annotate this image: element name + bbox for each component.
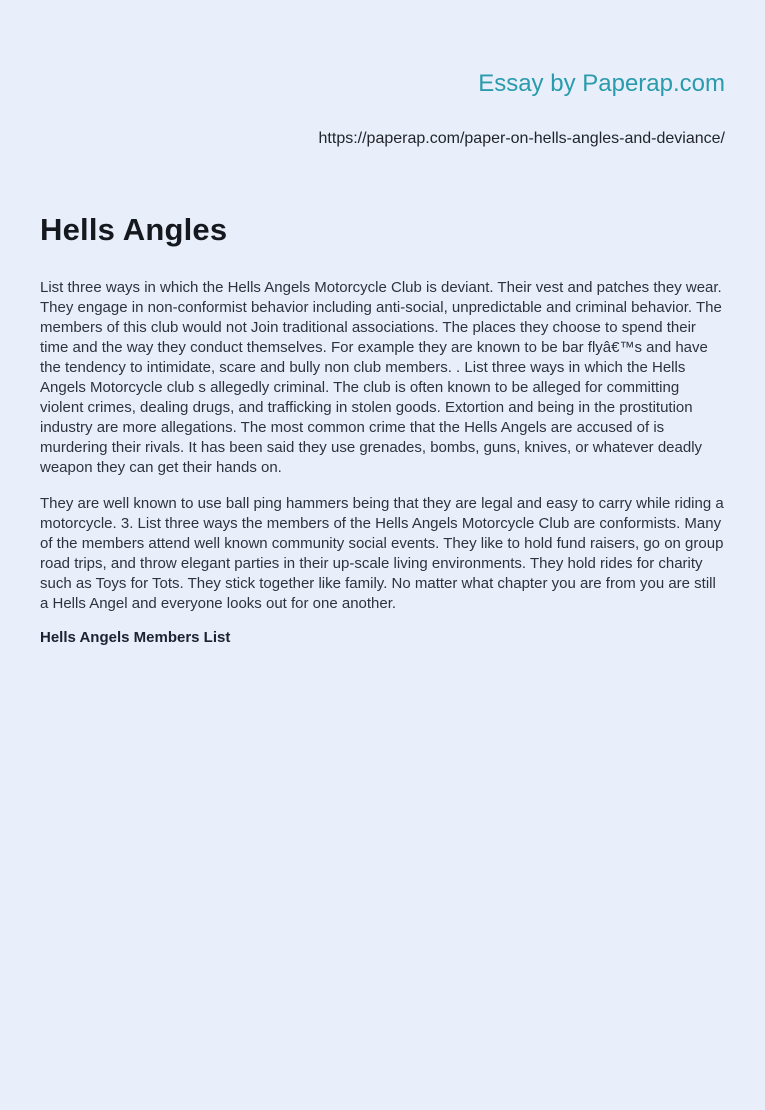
essay-paragraph-conformists: They are well known to use ball ping hammers being that they are legal and easy to carry while riding a motorcycle. 3. List three ways the members of the Hells Angels Motorcycle Club are conformists. Many of the members attend well known community social events. They like to hold fund raisers, go on group road trips, and throw elegant parties in their up-scale living environments. They hold rides for charity such as Toys for Tots. They stick together like family. No matter what chapter you are from you are still a Hells Angel and everyone looks out for one another. (40, 495, 724, 612)
members-list-heading: Hells Angels Members List (40, 629, 231, 646)
essay-paragraph-deviance: List three ways in which the Hells Angels Motorcycle Club is deviant. Their vest and patches they wear. They engage in non-conformist behavior including anti-social, unpredictable and criminal behavior. The members of this club would not Join traditional associations. The places they choose to spend their time and the way they conduct themselves. For example they are known to be bar flyâ€™s and have the tendency to intimidate, scare and bully non club members. . List three ways in which the Hells Angels Motorcycle club s allegedly criminal. The club is often known to be alleged for committing violent crimes, dealing drugs, and trafficking in stolen goods. Extortion and being in the prostitution industry are more allegations. The most common crime that the Hells Angels are accused of is murdering their rivals. It has been said they use grenades, bombs, guns, knives, or whatever deadly weapon they can get their hands on. (40, 279, 722, 476)
source-url-link[interactable]: https://paperap.com/paper-on-hells-angles-and-deviance/ (318, 130, 725, 147)
document-header (40, 0, 725, 150)
paperap-brand-link[interactable]: Essay by Paperap.com (478, 70, 725, 97)
essay-title: Hells Angles (40, 212, 228, 247)
